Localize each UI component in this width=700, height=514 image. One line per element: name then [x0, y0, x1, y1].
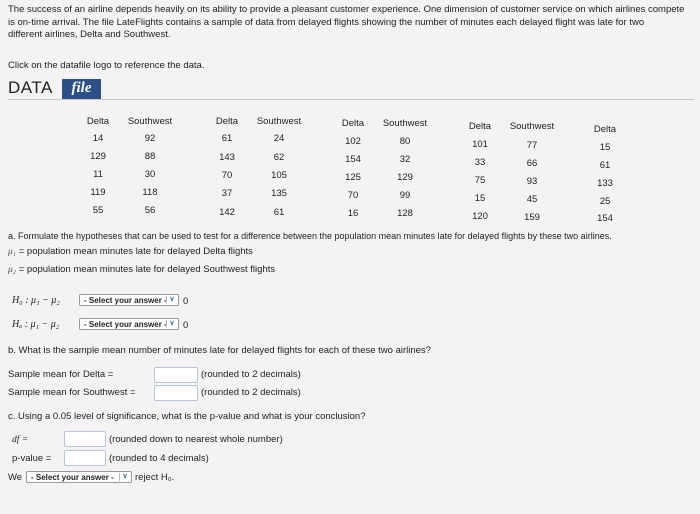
- df-note: (rounded down to nearest whole number): [109, 434, 283, 445]
- mu1-definition: [8, 246, 253, 258]
- table-cell: 129: [90, 151, 106, 162]
- conclusion-we: We: [8, 472, 23, 483]
- col-header-southwest-4: Southwest: [509, 121, 555, 132]
- table-cell: 102: [345, 136, 361, 147]
- table-cell: 56: [144, 205, 156, 216]
- table-cell: 125: [345, 172, 361, 183]
- intro-line-3: different airlines, Delta and Southwest.: [8, 29, 171, 40]
- intro-line-1: The success of an airline depends heavily on its ability to provide a pleasant customer experience. One dimension of customer service on which airlines compete: [8, 4, 685, 15]
- table-cell: 105: [271, 170, 287, 181]
- conclusion-select-text: - Select your answer -: [31, 473, 114, 482]
- delta-mean-input[interactable]: [154, 367, 198, 383]
- chevron-down-icon: ∨: [166, 296, 177, 304]
- southwest-mean-label: Sample mean for Southwest =: [8, 387, 136, 398]
- col-header-southwest-3: Southwest: [382, 118, 428, 129]
- df-label-text: df =: [12, 435, 29, 445]
- table-cell: 120: [472, 211, 488, 222]
- table-cell: 99: [399, 190, 411, 201]
- table-cell: 11: [93, 169, 103, 180]
- table-cell: 118: [142, 187, 158, 198]
- table-cell: 129: [397, 172, 413, 183]
- table-cell: 70: [347, 190, 359, 201]
- pvalue-note: (rounded to 4 decimals): [109, 453, 209, 464]
- col-header-southwest-2: Southwest: [256, 116, 302, 127]
- table-cell: 61: [599, 160, 611, 171]
- table-cell: 142: [219, 207, 235, 218]
- table-cell: 15: [474, 193, 486, 204]
- mu2-symbol: μ₂: [8, 265, 17, 275]
- table-cell: 159: [524, 212, 540, 223]
- table-cell: 24: [273, 133, 285, 144]
- table-cell: 93: [526, 176, 538, 187]
- table-cell: 70: [221, 170, 233, 181]
- table-cell: 133: [597, 178, 613, 189]
- southwest-mean-input[interactable]: [154, 385, 198, 401]
- table-cell: 135: [271, 188, 287, 199]
- intro-line-2: is on-time arrival. The file LateFlights contains a sample of data from delayed flights showing the number of minutes each delayed flight was late for two: [8, 16, 645, 28]
- ha-operator-select[interactable]: [79, 318, 179, 330]
- h0-label: H₀ : μ₁ − μ₂: [12, 295, 60, 306]
- ha-zero: 0: [183, 320, 189, 331]
- table-cell: 119: [90, 187, 106, 198]
- part-b-prompt: b. What is the sample mean number of minutes late for delayed flights for each of these two airlines?: [8, 345, 431, 356]
- df-input[interactable]: [64, 431, 106, 447]
- table-cell: 45: [526, 194, 538, 205]
- ha-label: Hₐ : μ₁ − μ₂: [12, 319, 60, 330]
- h0-select-text: - Select your answer -: [84, 296, 167, 305]
- table-cell: 154: [345, 154, 361, 165]
- mu1-symbol: μ₁: [8, 247, 17, 257]
- mu2-text: = population mean minutes late for delayed Southwest flights: [18, 264, 276, 275]
- col-header-southwest-1: Southwest: [127, 116, 173, 127]
- table-cell: 101: [472, 139, 488, 150]
- table-cell: 92: [144, 133, 156, 144]
- col-header-delta-4: Delta: [468, 121, 492, 132]
- table-cell: 61: [221, 133, 233, 144]
- table-cell: 15: [599, 142, 611, 153]
- col-header-delta-3: Delta: [341, 118, 365, 129]
- table-cell: 62: [273, 152, 285, 163]
- table-cell: 143: [219, 152, 235, 163]
- conclusion-select[interactable]: [26, 471, 132, 483]
- table-cell: 14: [92, 133, 104, 144]
- table-cell: 154: [597, 213, 613, 224]
- delta-mean-label: Sample mean for Delta =: [8, 369, 114, 380]
- table-cell: 30: [144, 169, 156, 180]
- table-cell: 55: [92, 205, 104, 216]
- datafile-logo-label[interactable]: DATA: [8, 78, 53, 97]
- divider: [8, 99, 694, 100]
- table-cell: 75: [474, 175, 486, 186]
- datafile-logo-badge[interactable]: file: [62, 79, 101, 99]
- delta-mean-round-note: (rounded to 2 decimals): [201, 369, 301, 380]
- table-cell: 77: [526, 140, 538, 151]
- table-cell: 88: [144, 151, 156, 162]
- mu1-text: = population mean minutes late for delayed Delta flights: [18, 246, 253, 257]
- table-cell: 25: [599, 196, 611, 207]
- table-cell: 66: [526, 158, 538, 169]
- chevron-down-icon: ∨: [119, 473, 130, 481]
- pvalue-input[interactable]: [64, 450, 106, 466]
- table-cell: 128: [397, 208, 413, 219]
- h0-operator-select[interactable]: [79, 294, 179, 306]
- ha-select-text: - Select your answer -: [84, 320, 167, 329]
- h0-zero: 0: [183, 296, 189, 307]
- conclusion-reject: reject H₀.: [135, 472, 175, 483]
- table-cell: 37: [221, 188, 233, 199]
- part-c-prompt: c. Using a 0.05 level of significance, what is the p-value and what is your conclusion?: [8, 411, 366, 422]
- table-cell: 61: [273, 207, 285, 218]
- col-header-delta-1: Delta: [86, 116, 110, 127]
- southwest-mean-round-note: (rounded to 2 decimals): [201, 387, 301, 398]
- table-cell: 80: [399, 136, 411, 147]
- problem-intro: [8, 4, 694, 42]
- df-label: [12, 434, 28, 446]
- col-header-delta-2: Delta: [215, 116, 239, 127]
- table-cell: 32: [399, 154, 411, 165]
- pvalue-label: p-value =: [12, 453, 52, 464]
- part-a-prompt: a. Formulate the hypotheses that can be used to test for a difference between the population mean minutes late for delayed flights by these two airlines.: [8, 231, 612, 241]
- chevron-down-icon: ∨: [166, 320, 177, 328]
- table-cell: 16: [347, 208, 359, 219]
- datafile-instruction: Click on the datafile logo to reference the data.: [8, 60, 205, 71]
- col-header-delta-5: Delta: [593, 124, 617, 135]
- table-cell: 33: [474, 157, 486, 168]
- mu2-definition: [8, 264, 275, 276]
